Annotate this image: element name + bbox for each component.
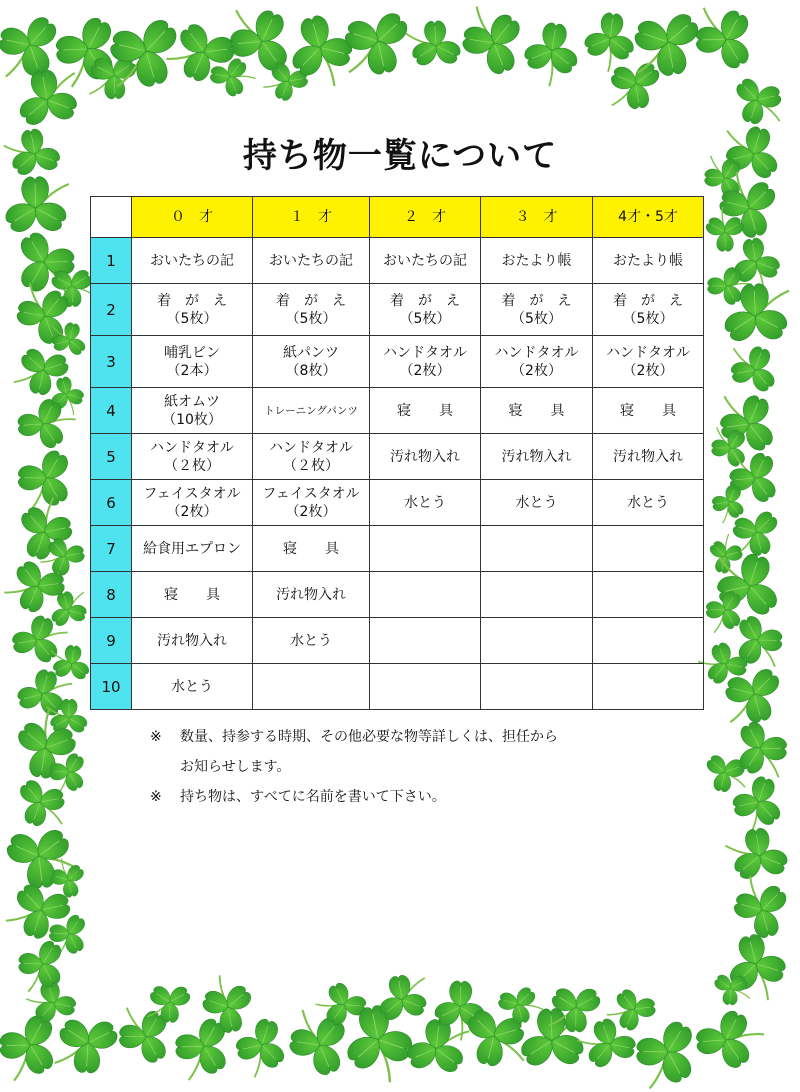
item-text: 寝 具 xyxy=(283,540,339,557)
table-row xyxy=(91,284,704,336)
item-text: 着 が え xyxy=(501,292,572,309)
item-cell xyxy=(253,572,370,618)
item-text: （5枚） xyxy=(622,310,674,327)
item-text: （5枚） xyxy=(166,310,218,327)
clover-leaf-icon xyxy=(395,7,470,80)
row-number: 3 xyxy=(91,336,132,388)
item-cell xyxy=(132,284,253,336)
table-row xyxy=(91,526,704,572)
item-cell xyxy=(481,434,593,480)
item-cell xyxy=(370,336,481,388)
item-text: （5枚） xyxy=(399,310,451,327)
item-cell xyxy=(132,572,253,618)
clover-leaf-icon xyxy=(578,10,640,75)
note-text-line: 数量、持参する時期、その他必要な物等詳しくは、担任から xyxy=(180,729,558,745)
clover-leaf-icon xyxy=(45,854,90,901)
item-text: ハンドタオル xyxy=(269,439,353,456)
item-text: ハンドタオル xyxy=(494,344,579,361)
item-text: （5枚） xyxy=(511,310,562,327)
item-cell xyxy=(132,238,253,284)
item-cell xyxy=(132,618,253,664)
item-text: 哺乳ビン xyxy=(164,344,220,361)
item-cell xyxy=(253,526,370,572)
item-cell xyxy=(593,618,704,664)
item-cell xyxy=(481,238,593,284)
clover-leaf-icon xyxy=(16,395,77,453)
item-cell xyxy=(593,664,704,710)
item-cell xyxy=(481,480,593,526)
item-cell xyxy=(370,572,481,618)
item-text: おいたちの記 xyxy=(269,252,353,269)
item-cell xyxy=(593,480,704,526)
note-text-line: お知らせします。 xyxy=(180,759,291,775)
item-cell xyxy=(593,284,704,336)
clover-leaf-icon xyxy=(724,868,798,944)
item-cell xyxy=(593,434,704,480)
item-text: おたより帳 xyxy=(613,252,683,269)
item-text: 寝 具 xyxy=(508,402,565,419)
note-mark: ※ xyxy=(150,789,162,805)
items-table xyxy=(90,196,704,710)
item-text: （10枚） xyxy=(162,411,222,428)
row-number: 9 xyxy=(91,618,132,664)
table-body xyxy=(91,238,704,710)
clover-leaf-icon xyxy=(679,0,769,81)
table-row xyxy=(91,388,704,434)
row-number: 8 xyxy=(91,572,132,618)
item-text: （2枚） xyxy=(511,362,562,379)
item-text: 寝 具 xyxy=(397,402,453,419)
item-text: ハンドタオル xyxy=(150,439,234,456)
item-cell xyxy=(370,618,481,664)
item-text: （2枚） xyxy=(399,362,451,379)
item-cell xyxy=(593,572,704,618)
item-text: （5枚） xyxy=(285,310,337,327)
item-cell xyxy=(481,664,593,710)
clover-leaf-icon xyxy=(716,330,789,404)
item-text: （2枚） xyxy=(166,503,218,520)
item-cell xyxy=(132,388,253,434)
row-number: 5 xyxy=(91,434,132,480)
item-cell xyxy=(481,572,593,618)
row-number: 2 xyxy=(91,284,132,336)
item-cell xyxy=(481,336,593,388)
header-age-4-5: 4才・5才 xyxy=(593,197,704,238)
row-number: 6 xyxy=(91,480,132,526)
clover-leaf-icon xyxy=(517,19,585,90)
table-row xyxy=(91,480,704,526)
item-cell xyxy=(370,388,481,434)
row-number: 4 xyxy=(91,388,132,434)
item-text: 給食用エプロン xyxy=(143,540,241,557)
item-text: 着 が え xyxy=(390,292,460,309)
clover-leaf-icon xyxy=(694,1006,766,1074)
item-text: 紙オムツ xyxy=(164,393,220,410)
item-cell xyxy=(481,284,593,336)
row-number: 1 xyxy=(91,238,132,284)
item-text: 着 が え xyxy=(613,292,683,309)
item-cell xyxy=(370,284,481,336)
item-text: ハンドタオル xyxy=(606,344,690,361)
item-cell xyxy=(253,336,370,388)
item-cell xyxy=(593,526,704,572)
item-text: 水とう xyxy=(404,494,446,511)
item-text: おいたちの記 xyxy=(150,252,234,269)
item-cell xyxy=(370,526,481,572)
table-row xyxy=(91,618,704,664)
table-row xyxy=(91,572,704,618)
clover-leaf-icon xyxy=(448,0,536,84)
item-cell xyxy=(481,526,593,572)
item-cell xyxy=(370,238,481,284)
item-cell xyxy=(253,434,370,480)
note-text-line: 持ち物は、すべてに名前を書いて下さい。 xyxy=(180,789,446,805)
item-cell xyxy=(481,618,593,664)
item-cell xyxy=(593,336,704,388)
item-text: フェイスタオル xyxy=(262,485,360,502)
item-text: 寝 具 xyxy=(164,586,220,603)
item-text: 汚れ物入れ xyxy=(276,586,346,603)
item-cell xyxy=(132,664,253,710)
notes xyxy=(150,722,670,812)
item-text: フェイスタオル xyxy=(143,485,241,502)
item-text: ハンドタオル xyxy=(383,344,467,361)
item-cell xyxy=(132,480,253,526)
item-text: 汚れ物入れ xyxy=(157,632,227,649)
item-cell xyxy=(132,434,253,480)
item-text: 寝 具 xyxy=(620,402,676,419)
row-number: 7 xyxy=(91,526,132,572)
item-cell xyxy=(370,664,481,710)
item-text: 汚れ物入れ xyxy=(501,448,572,465)
item-text: 水とう xyxy=(627,494,669,511)
table-row xyxy=(91,238,704,284)
item-text: （8枚） xyxy=(285,362,337,379)
item-text: 着 が え xyxy=(157,292,227,309)
item-cell xyxy=(253,238,370,284)
item-cell xyxy=(253,284,370,336)
item-text: （2本） xyxy=(166,362,218,379)
item-text: おいたちの記 xyxy=(383,252,467,269)
item-cell xyxy=(593,388,704,434)
item-cell xyxy=(370,434,481,480)
clover-leaf-icon xyxy=(2,438,88,525)
item-cell xyxy=(253,618,370,664)
item-text: 水とう xyxy=(290,632,332,649)
item-cell xyxy=(132,526,253,572)
header-age-0: ０ 才 xyxy=(132,197,253,238)
note-2 xyxy=(150,782,670,812)
item-text: 水とう xyxy=(515,494,558,511)
item-cell xyxy=(593,238,704,284)
item-text: 汚れ物入れ xyxy=(613,448,683,465)
page-title: 持ち物一覧について xyxy=(242,136,558,176)
header-row xyxy=(91,197,704,238)
item-text: 汚れ物入れ xyxy=(390,448,460,465)
item-text: （2枚） xyxy=(285,503,337,520)
item-cell xyxy=(132,336,253,388)
item-cell xyxy=(253,388,370,434)
clover-leaf-icon xyxy=(0,1003,73,1092)
header-age-1: １ 才 xyxy=(253,197,370,238)
item-text: 水とう xyxy=(171,678,213,695)
note-mark: ※ xyxy=(150,729,162,745)
item-text: 着 が え xyxy=(276,292,346,309)
header-corner xyxy=(91,197,132,238)
item-cell xyxy=(370,480,481,526)
item-cell xyxy=(253,480,370,526)
note-1 xyxy=(150,722,670,782)
header-age-3: ３ 才 xyxy=(481,197,593,238)
item-cell xyxy=(481,388,593,434)
table-row xyxy=(91,664,704,710)
item-text: （２枚） xyxy=(164,457,220,474)
header-age-2: ２ 才 xyxy=(370,197,481,238)
table-row xyxy=(91,434,704,480)
item-text: （2枚） xyxy=(622,362,674,379)
item-text: トレーニングパンツ xyxy=(264,404,358,417)
item-text: （２枚） xyxy=(283,457,339,474)
row-number: 10 xyxy=(91,664,132,710)
item-cell xyxy=(253,664,370,710)
item-text: おたより帳 xyxy=(501,252,572,269)
table-row xyxy=(91,336,704,388)
item-text: 紙パンツ xyxy=(283,344,339,361)
clover-leaf-icon xyxy=(716,815,796,893)
